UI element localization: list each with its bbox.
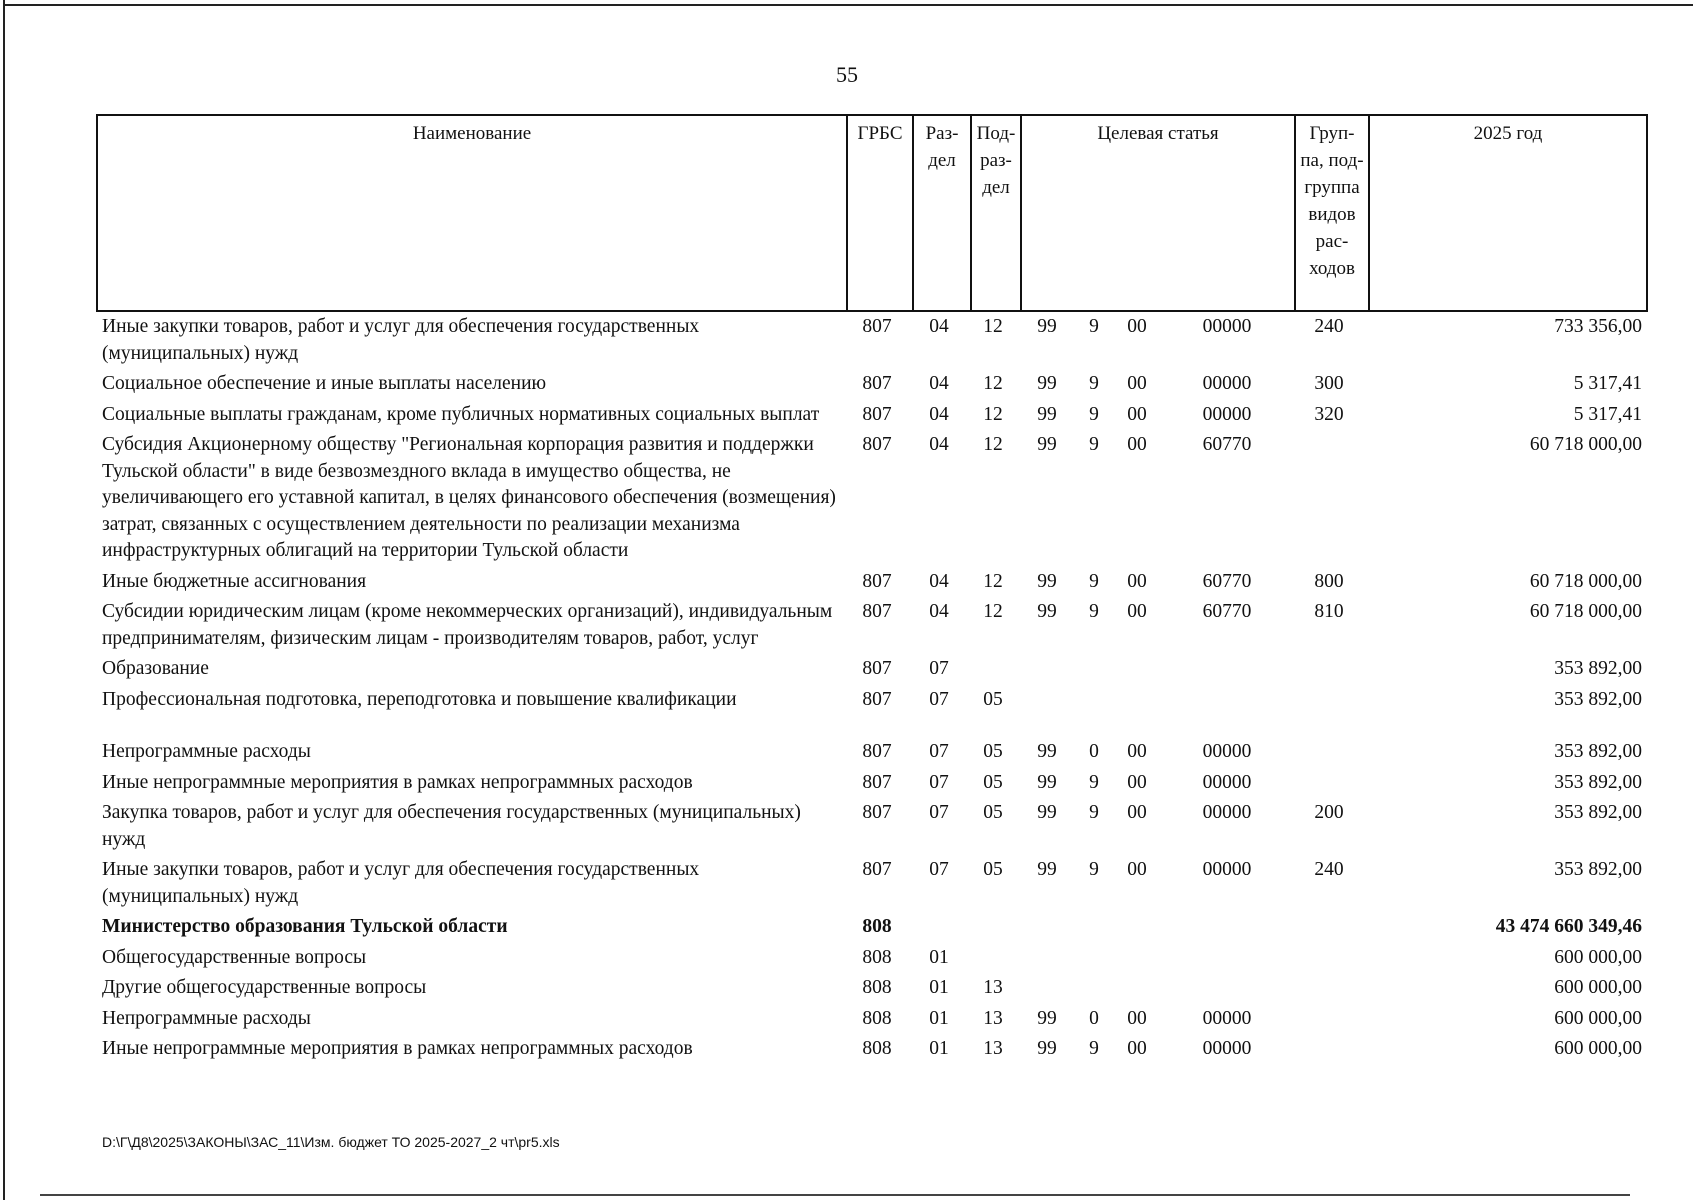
row-grbs: 807 — [862, 688, 892, 710]
row-name: Социальные выплаты гражданам, кроме публичных нормативных социальных выплат — [102, 403, 820, 425]
table-row — [96, 432, 1646, 565]
row-razdel: 04 — [929, 570, 949, 592]
row-name: Образование — [102, 658, 209, 679]
row-target-direction — [1162, 945, 1292, 972]
row-razdel: 04 — [929, 316, 949, 337]
row-expense-group — [1292, 975, 1366, 1002]
row-grbs: 808 — [862, 916, 892, 937]
row-target-program: 99 — [1037, 771, 1057, 793]
row-razdel: 07 — [929, 658, 949, 679]
row-grbs: 807 — [862, 373, 892, 394]
page-number: 55 — [836, 62, 858, 87]
row-amount: 600 000,00 — [1554, 1038, 1642, 1059]
page-frame-top — [3, 4, 1693, 6]
row-podrazdel: 13 — [983, 1038, 1003, 1059]
row-target-main-event: 00 — [1127, 570, 1147, 592]
row-target-program: 99 — [1037, 859, 1057, 880]
row-target-main-event: 00 — [1127, 403, 1147, 425]
row-target-program: 99 — [1037, 802, 1057, 823]
row-name: Министерство образования Тульской области — [102, 916, 508, 937]
row-name: Непрограммные расходы — [102, 741, 311, 762]
row-expense-group — [1292, 914, 1366, 941]
table-row — [96, 402, 1646, 429]
row-target-subprogram: 9 — [1089, 316, 1099, 337]
row-target-main-event: 00 — [1127, 1038, 1147, 1059]
row-expense-group: 240 — [1314, 859, 1344, 880]
row-podrazdel: 05 — [983, 741, 1003, 762]
row-name: Субсидии юридическим лицам (кроме некоммерческих организаций), индивидуальным предпринимателям, физическим лицам - производителям товаров, работ, услуг — [102, 601, 833, 649]
row-name: Иные бюджетные ассигнования — [102, 570, 367, 592]
row-target-program: 99 — [1037, 1007, 1057, 1029]
row-target-direction: 60770 — [1202, 601, 1252, 622]
row-amount: 60 718 000,00 — [1529, 601, 1642, 622]
row-target-main-event: 00 — [1127, 601, 1147, 622]
row-target-program — [1018, 687, 1076, 714]
row-grbs: 807 — [862, 403, 892, 425]
row-podrazdel — [968, 656, 1018, 683]
row-grbs: 807 — [862, 316, 892, 337]
row-target-subprogram: 9 — [1089, 434, 1099, 455]
row-target-program: 99 — [1037, 1038, 1057, 1059]
header-name: Наименование — [98, 116, 848, 310]
row-target-main-event: 00 — [1127, 859, 1147, 880]
row-name: Иные непрограммные мероприятия в рамках непрограммных расходов — [102, 1038, 693, 1059]
row-podrazdel — [968, 945, 1018, 972]
header-target-article: Целевая статья — [1022, 116, 1296, 310]
row-target-main-event: 00 — [1127, 741, 1147, 762]
row-razdel: 04 — [929, 403, 949, 425]
row-grbs: 807 — [862, 658, 892, 679]
row-target-main-event: 00 — [1127, 802, 1147, 823]
row-podrazdel: 12 — [983, 434, 1003, 455]
row-target-program: 99 — [1037, 373, 1057, 394]
footer-file-path: D:\Г\Д8\2025\ЗАКОНЫ\ЗАС_11\Изм. бюджет ТО 2025-2027_2 чт\pr5.xls — [102, 1134, 560, 1150]
row-target-direction: 00000 — [1202, 403, 1252, 425]
row-target-program: 99 — [1037, 741, 1057, 762]
row-target-main-event — [1112, 914, 1162, 941]
row-target-direction: 00000 — [1202, 859, 1252, 880]
row-expense-group: 320 — [1314, 403, 1344, 425]
row-name: Непрограммные расходы — [102, 1007, 311, 1029]
row-target-main-event: 00 — [1127, 771, 1147, 793]
row-name: Общегосударственные вопросы — [102, 946, 367, 968]
row-target-direction: 00000 — [1202, 1007, 1252, 1029]
row-target-direction — [1162, 975, 1292, 1002]
row-amount: 353 892,00 — [1554, 771, 1642, 793]
row-target-program: 99 — [1037, 316, 1057, 337]
row-target-direction: 00000 — [1202, 316, 1252, 337]
table-row — [96, 371, 1646, 398]
row-target-program: 99 — [1037, 434, 1057, 455]
row-amount: 353 892,00 — [1554, 741, 1642, 762]
row-podrazdel: 05 — [983, 771, 1003, 793]
row-target-main-event: 00 — [1127, 1007, 1147, 1029]
row-podrazdel: 12 — [983, 601, 1003, 622]
row-amount: 60 718 000,00 — [1529, 434, 1642, 455]
row-target-subprogram — [1076, 975, 1112, 1002]
row-target-direction: 00000 — [1202, 802, 1252, 823]
row-target-subprogram: 9 — [1089, 1038, 1099, 1059]
row-expense-group: 300 — [1314, 373, 1344, 394]
row-grbs: 807 — [862, 802, 892, 823]
row-name: Иные непрограммные мероприятия в рамках непрограммных расходов — [102, 771, 693, 793]
row-target-program — [1018, 945, 1076, 972]
row-target-subprogram: 9 — [1089, 373, 1099, 394]
row-amount: 353 892,00 — [1554, 658, 1642, 679]
row-expense-group: 240 — [1314, 316, 1344, 337]
row-amount: 600 000,00 — [1554, 977, 1642, 998]
row-amount: 60 718 000,00 — [1529, 570, 1642, 592]
table-row — [96, 975, 1646, 1002]
row-target-program: 99 — [1037, 601, 1057, 622]
row-amount: 5 317,41 — [1573, 373, 1642, 394]
row-razdel: 07 — [929, 741, 949, 762]
table-row — [96, 1036, 1646, 1063]
row-grbs: 808 — [862, 1038, 892, 1059]
row-target-subprogram: 9 — [1089, 859, 1099, 880]
row-podrazdel: 12 — [983, 373, 1003, 394]
row-grbs: 807 — [862, 601, 892, 622]
header-podrazdel: Под- раз- дел — [972, 116, 1022, 310]
row-expense-group — [1292, 1006, 1366, 1033]
row-name: Иные закупки товаров, работ и услуг для обеспечения государственных (муниципальных) нужд — [102, 316, 700, 364]
table-row — [96, 800, 1646, 853]
row-target-program: 99 — [1037, 403, 1057, 425]
row-razdel — [910, 914, 968, 941]
row-podrazdel: 12 — [983, 403, 1003, 425]
row-grbs: 807 — [862, 859, 892, 880]
row-target-subprogram — [1076, 687, 1112, 714]
table-row — [96, 857, 1646, 910]
row-razdel: 01 — [929, 977, 949, 998]
table-row — [96, 914, 1646, 941]
row-target-direction: 00000 — [1202, 741, 1252, 762]
row-podrazdel: 13 — [983, 1007, 1003, 1029]
row-podrazdel: 13 — [983, 977, 1003, 998]
row-razdel: 01 — [929, 1038, 949, 1059]
row-grbs: 807 — [862, 741, 892, 762]
header-razdel: Раз- дел — [914, 116, 972, 310]
row-expense-group: 200 — [1314, 802, 1344, 823]
row-expense-group: 800 — [1314, 570, 1344, 592]
row-target-subprogram: 9 — [1089, 570, 1099, 592]
row-target-subprogram: 9 — [1089, 601, 1099, 622]
row-target-subprogram: 0 — [1089, 1007, 1099, 1029]
table-row — [96, 656, 1646, 683]
row-razdel: 01 — [929, 1007, 949, 1029]
row-target-direction — [1162, 914, 1292, 941]
row-expense-group — [1292, 656, 1366, 683]
table-row — [96, 314, 1646, 367]
row-amount: 600 000,00 — [1554, 946, 1642, 968]
row-razdel: 01 — [929, 946, 949, 968]
row-podrazdel: 05 — [983, 688, 1003, 710]
row-razdel: 07 — [929, 771, 949, 793]
row-target-direction — [1162, 656, 1292, 683]
row-target-main-event — [1112, 975, 1162, 1002]
row-target-direction: 60770 — [1202, 434, 1252, 455]
table-row — [96, 945, 1646, 972]
row-target-direction: 60770 — [1202, 570, 1252, 592]
row-amount: 353 892,00 — [1554, 802, 1642, 823]
table-row — [96, 739, 1646, 766]
table-row — [96, 687, 1646, 714]
row-name: Профессиональная подготовка, переподготовка и повышение квалификации — [102, 688, 737, 710]
row-target-program — [1018, 656, 1076, 683]
row-amount: 43 474 660 349,46 — [1495, 916, 1642, 937]
row-name: Закупка товаров, работ и услуг для обеспечения государственных (муниципальных) нужд — [102, 802, 801, 850]
row-grbs: 807 — [862, 434, 892, 455]
row-grbs: 807 — [862, 771, 892, 793]
row-target-subprogram — [1076, 914, 1112, 941]
row-name: Другие общегосударственные вопросы — [102, 977, 427, 998]
row-target-main-event: 00 — [1127, 373, 1147, 394]
row-expense-group: 810 — [1314, 601, 1344, 622]
row-razdel: 04 — [929, 434, 949, 455]
row-expense-group — [1292, 432, 1366, 565]
row-target-main-event — [1112, 656, 1162, 683]
row-podrazdel: 05 — [983, 859, 1003, 880]
row-razdel: 04 — [929, 373, 949, 394]
row-target-subprogram: 9 — [1089, 403, 1099, 425]
row-podrazdel: 12 — [983, 570, 1003, 592]
row-target-main-event — [1112, 687, 1162, 714]
row-razdel: 07 — [929, 688, 949, 710]
row-razdel: 07 — [929, 802, 949, 823]
row-podrazdel — [968, 914, 1018, 941]
row-target-direction: 00000 — [1202, 373, 1252, 394]
row-amount: 353 892,00 — [1554, 688, 1642, 710]
row-razdel: 07 — [929, 859, 949, 880]
row-target-direction — [1162, 687, 1292, 714]
row-expense-group — [1292, 945, 1366, 972]
row-expense-group — [1292, 739, 1366, 766]
row-expense-group — [1292, 770, 1366, 797]
row-grbs: 808 — [862, 977, 892, 998]
row-target-subprogram: 9 — [1089, 771, 1099, 793]
row-target-main-event: 00 — [1127, 434, 1147, 455]
row-grbs: 808 — [862, 946, 892, 968]
page-frame-bottom — [40, 1194, 1630, 1196]
table-body — [96, 314, 1646, 1067]
row-grbs: 808 — [862, 1007, 892, 1029]
row-grbs: 807 — [862, 570, 892, 592]
row-target-direction: 00000 — [1202, 1038, 1252, 1059]
row-target-direction: 00000 — [1202, 771, 1252, 793]
row-target-subprogram: 9 — [1089, 802, 1099, 823]
table-row — [96, 569, 1646, 596]
table-row — [96, 770, 1646, 797]
row-expense-group — [1292, 1036, 1366, 1063]
row-podrazdel: 12 — [983, 316, 1003, 337]
row-amount: 353 892,00 — [1554, 859, 1642, 880]
page-frame-left — [3, 0, 5, 1200]
header-expense-group: Груп- па, под- группа видов рас- ходов — [1296, 116, 1370, 310]
row-target-subprogram — [1076, 656, 1112, 683]
header-year: 2025 год — [1473, 123, 1543, 144]
row-target-main-event — [1112, 945, 1162, 972]
row-target-program: 99 — [1037, 570, 1057, 592]
row-name: Субсидия Акционерному обществу "Региональная корпорация развития и поддержки Тульской области" в виде безвозмездного вклада в имущество общества, не увеличивающего его уставной капитал, в целях финансового обеспечения (возмещения) затрат, связанных с осуществлением деятельности по реализации механизма инфраструктурных облигаций на территории Тульской области — [102, 434, 836, 561]
row-expense-group — [1292, 687, 1366, 714]
row-amount: 600 000,00 — [1554, 1007, 1642, 1029]
row-target-subprogram: 0 — [1089, 741, 1099, 762]
row-amount: 733 356,00 — [1554, 316, 1642, 337]
row-name: Социальное обеспечение и иные выплаты населению — [102, 373, 547, 394]
row-target-main-event: 00 — [1127, 316, 1147, 337]
row-amount: 5 317,41 — [1573, 403, 1642, 425]
table-header — [96, 114, 1648, 312]
header-grbs: ГРБС — [848, 116, 914, 310]
row-target-program — [1018, 975, 1076, 1002]
table-row — [96, 1006, 1646, 1033]
row-name: Иные закупки товаров, работ и услуг для обеспечения государственных (муниципальных) нужд — [102, 859, 700, 907]
row-podrazdel: 05 — [983, 802, 1003, 823]
row-razdel: 04 — [929, 601, 949, 622]
row-target-subprogram — [1076, 945, 1112, 972]
table-row — [96, 599, 1646, 652]
row-target-program — [1018, 914, 1076, 941]
